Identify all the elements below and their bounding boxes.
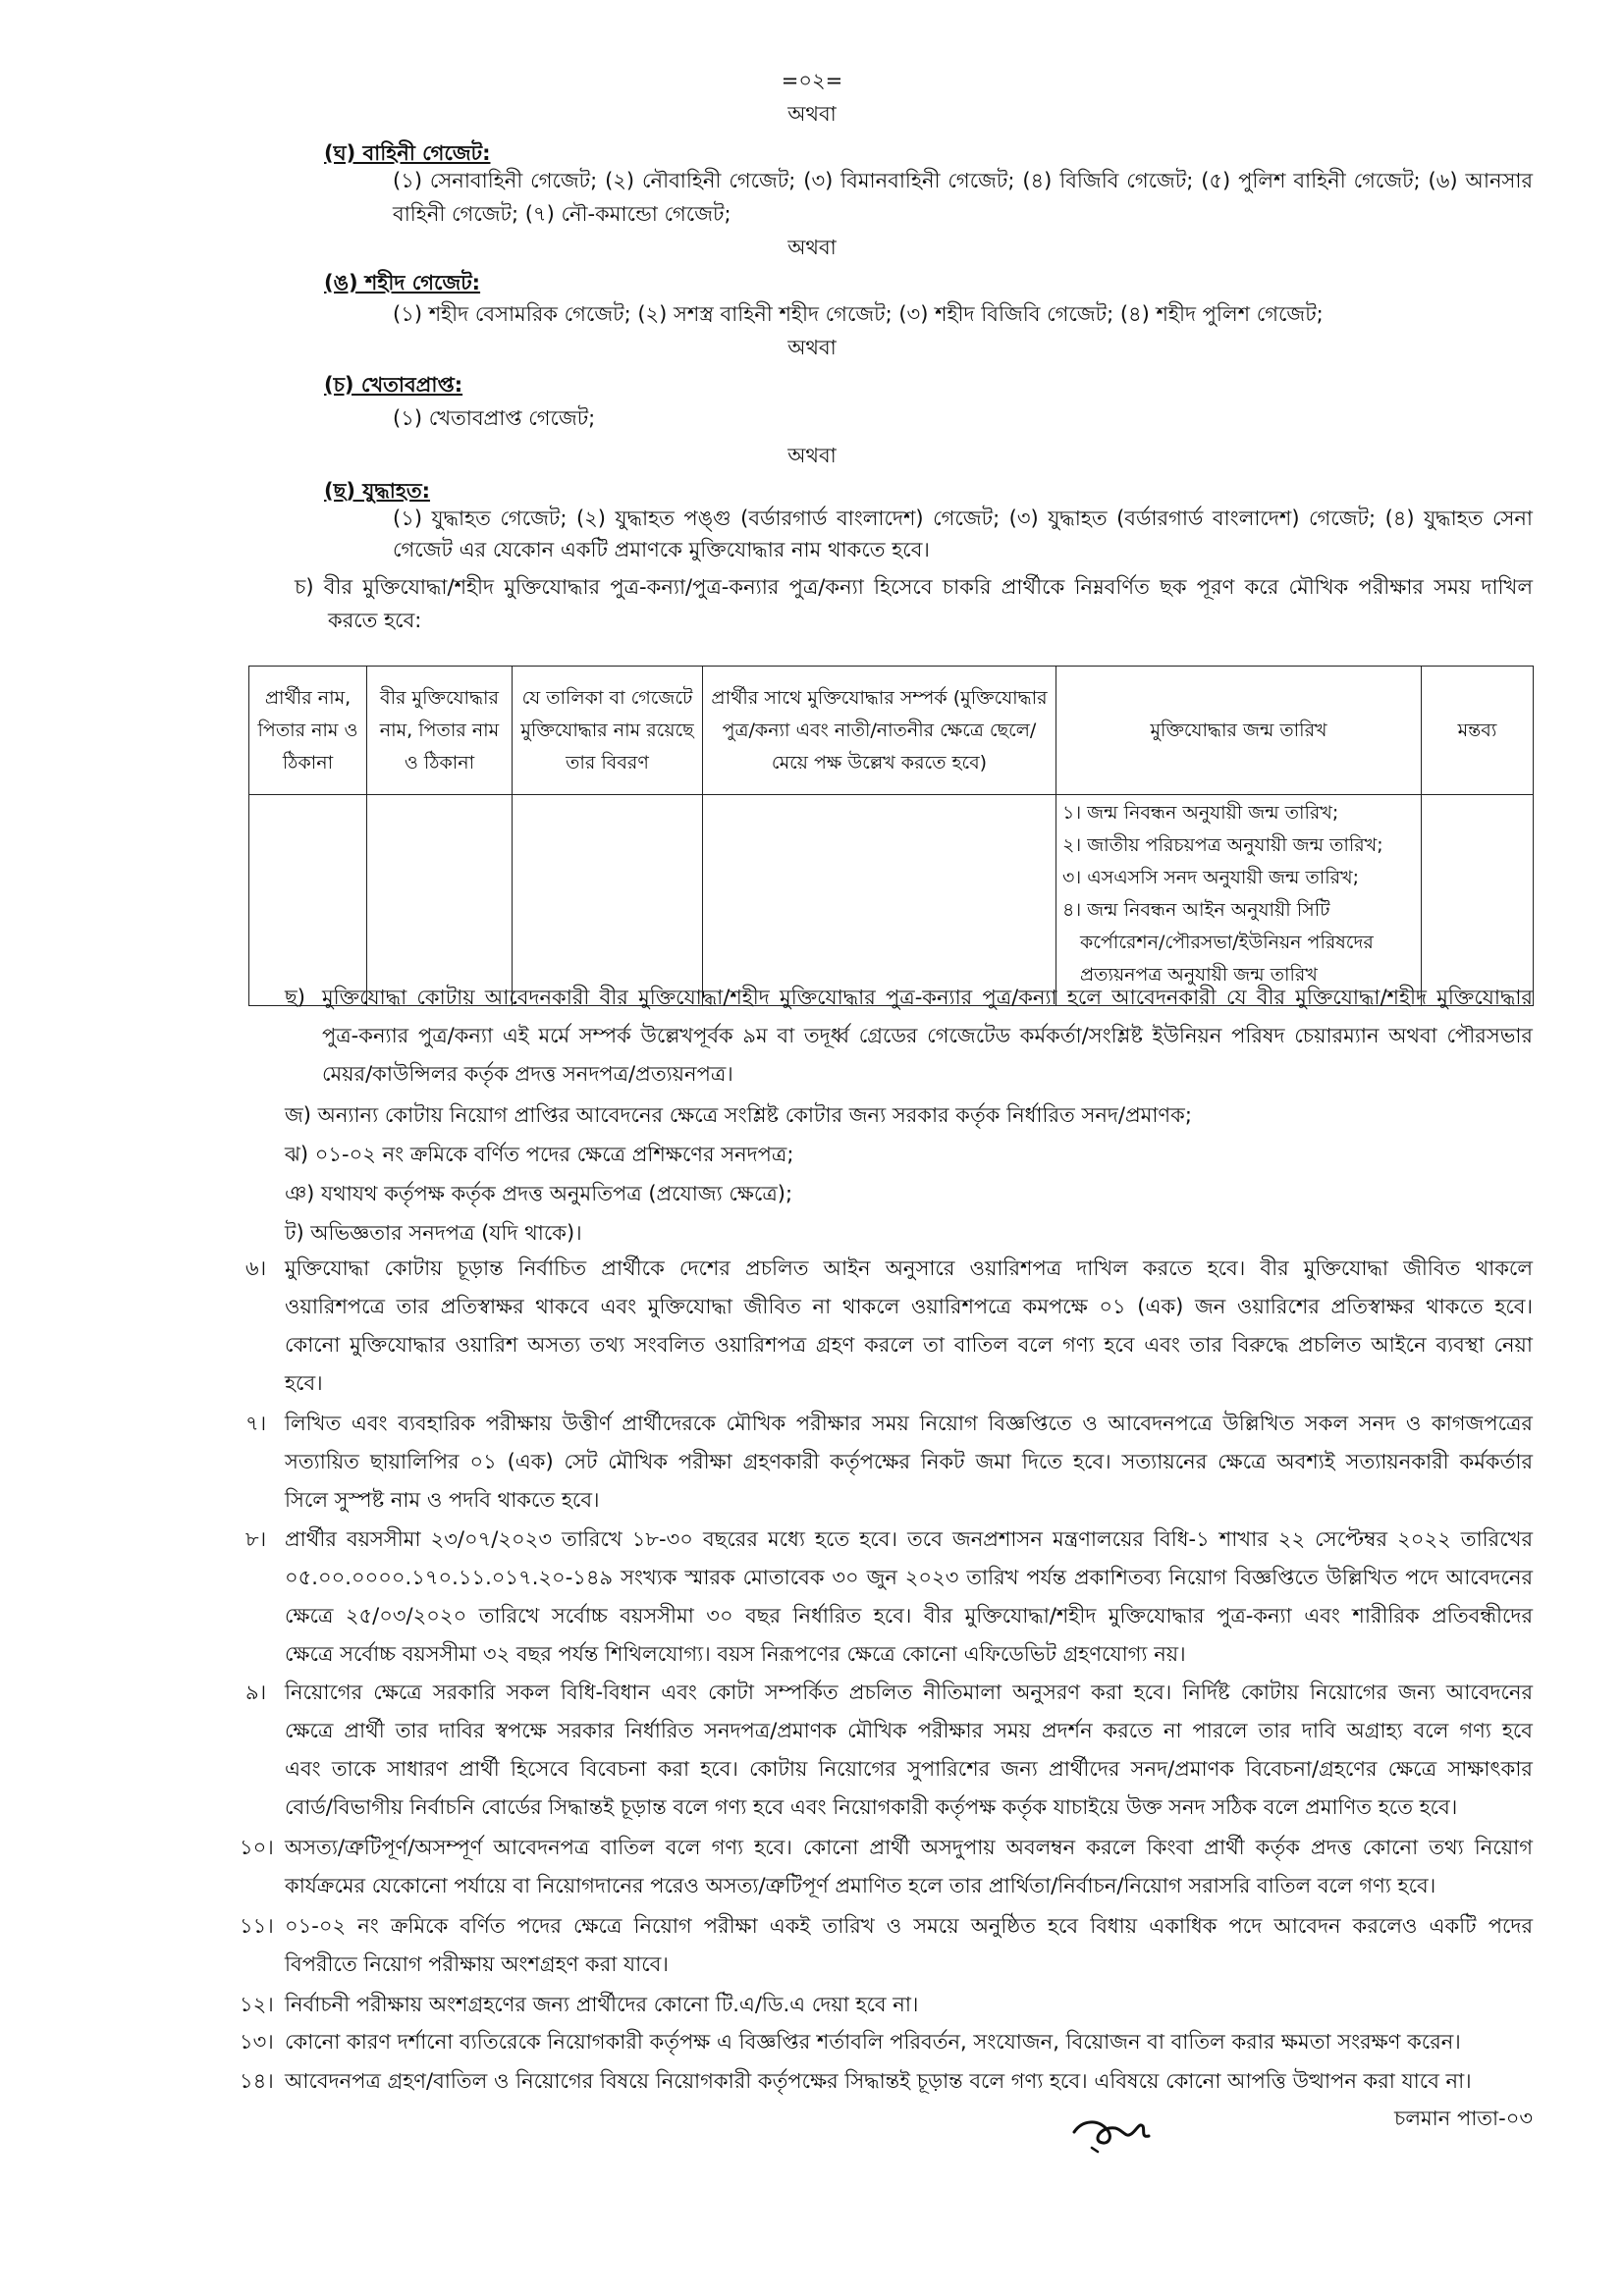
- paragraph-line: পুত্র-কন্যার পুত্র/কন্যা এই মর্মে সম্পর্ক উল্লেখপূর্বক ৯ম বা তদূর্ধ্ব গ্রেডের গেজেটেড কর্মকর্তা/সংশ্লিষ্ট ইউনিয়ন পরিষদ চেয়ারম্যান অথবা পৌরসভার: [322, 1024, 1533, 1047]
- clause-number: ৭।: [245, 1412, 267, 1435]
- header-birth-date: মুক্তিযোদ্ধার জন্ম তারিখ: [1056, 667, 1422, 795]
- list-item: কর্পোরেশন/পৌরসভা/ইউনিয়ন পরিষদের: [1080, 932, 1374, 953]
- clause-line: ক্ষেত্রে সর্বোচ্চ বয়সসীমা ৩২ বছর পর্যন্ত শিথিলযোগ্য। বয়স নিরূপণের ক্ষেত্রে কোনো এফিডেভিট গ্রহণযোগ্য নয়।: [285, 1642, 1186, 1666]
- clause-line: নির্বাচনী পরীক্ষায় অংশগ্রহণের জন্য প্রার্থীদের কোনো টি.এ/ডি.এ দেয়া হবে না।: [285, 1993, 919, 2016]
- or-separator: অথবা: [787, 336, 837, 359]
- table-cell: [1422, 795, 1534, 1006]
- table-header-row: [249, 667, 1534, 795]
- clause-number: ১০।: [240, 1836, 274, 1859]
- item-nya: ঞ) যথাযথ কর্তৃপক্ষ কর্তৃক প্রদত্ত অনুমতিপত্র (প্রযোজ্য ক্ষেত্রে);: [285, 1182, 793, 1205]
- header-gazette-detail: যে তালিকা বা গেজেটে মুক্তিযোদ্ধার নাম রয়েছে তার বিবরণ: [513, 667, 703, 795]
- clause-line: বোর্ড/বিভাগীয় নির্বাচনি বোর্ডের সিদ্ধান্তই চূড়ান্ত বলে গণ্য হবে এবং নিয়োগকারী কর্তৃপক্ষ কর্তৃক যাচাইয়ে উক্ত সনদ সঠিক বলে প্রমাণিত হতে হবে।: [285, 1795, 1458, 1819]
- clause-line: নিয়োগের ক্ষেত্রে সরকারি সকল বিধি-বিধান এবং কোটা সম্পর্কিত প্রচলিত নীতিমালা অনুসরণ করা হবে। নির্দিষ্ট কোটায় নিয়োগের জন্য আবেদনের: [285, 1681, 1533, 1704]
- list-item: ২। জাতীয় পরিচয়পত্র অনুযায়ী জন্ম তারিখ;: [1062, 834, 1383, 856]
- section-heading-martyr-gazette: (ঙ) শহীদ গেজেট:: [324, 271, 481, 294]
- clause-line: বিপরীতে নিয়োগ পরীক্ষায় অংশগ্রহণ করা যাবে।: [285, 1952, 669, 1976]
- table-cell: [367, 795, 513, 1006]
- clause-line: মুক্তিযোদ্ধা কোটায় চূড়ান্ত নির্বাচিত প্রার্থীকে দেশের প্রচলিত আইন অনুসারে ওয়ারিশপত্র দাখিল করতে হবে। বীর মুক্তিযোদ্ধা জীবিত থাকলে: [285, 1256, 1533, 1280]
- clause-line: লিখিত এবং ব্যবহারিক পরীক্ষায় উত্তীর্ণ প্রার্থীদেরকে মৌখিক পরীক্ষার সময় নিয়োগ বিজ্ঞপ্তিতে ও আবেদনপত্রে উল্লিখিত সকল সনদ ও কাগজপত্রের: [285, 1412, 1533, 1435]
- section-line: (১) যুদ্ধাহত গেজেট; (২) যুদ্ধাহত পঙ্গু (বর্ডারগার্ড বাংলাদেশ) গেজেট; (৩) যুদ্ধাহত (বর্ডারগার্ড বাংলাদেশ) গেজেট; (৪) যুদ্ধাহত সেনা: [393, 507, 1533, 530]
- paragraph-line: মেয়র/কাউন্সিলর কর্তৃক প্রদত্ত সনদপত্র/প্রত্যয়নপত্র।: [322, 1062, 733, 1086]
- section-heading-force-gazette: (ঘ) বাহিনী গেজেট:: [324, 141, 491, 165]
- section-line: গেজেট এর যেকোন একটি প্রমাণকে মুক্তিযোদ্ধার নাম থাকতে হবে।: [393, 538, 930, 561]
- or-separator: অথবা: [787, 236, 837, 259]
- item-c-line: করতে হবে:: [328, 609, 422, 632]
- item-label: ছ): [285, 986, 305, 1009]
- or-separator: অথবা: [787, 102, 837, 126]
- header-remarks: মন্তব্য: [1422, 667, 1534, 795]
- clause-number: ৬।: [245, 1256, 267, 1280]
- or-separator: অথবা: [787, 444, 837, 467]
- clause-line: কোনো মুক্তিযোদ্ধার ওয়ারিশ অসত্য তথ্য সংবলিত ওয়ারিশপত্র গ্রহণ করলে তা বাতিল বলে গণ্য হবে এবং তার বিরুদ্ধে প্রচলিত আইনে ব্যবস্থা নেয়া: [285, 1333, 1533, 1357]
- section-heading-title-holder: (চ) খেতাবপ্রাপ্ত:: [324, 373, 463, 397]
- clause-line: হবে।: [285, 1371, 323, 1395]
- table-cell: [513, 795, 703, 1006]
- header-candidate: প্রার্থীর নাম, পিতার নাম ও ঠিকানা: [249, 667, 367, 795]
- section-line: বাহিনী গেজেট; (৭) নৌ-কমান্ডো গেজেট;: [393, 202, 731, 226]
- clause-number: ১১।: [240, 1914, 274, 1938]
- item-jha: ঝ) ০১-০২ নং ক্রমিকে বর্ণিত পদের ক্ষেত্রে প্রশিক্ষণের সনদপত্র;: [285, 1143, 794, 1166]
- item-ta: ট) অভিজ্ঞতার সনদপত্র (যদি থাকে)।: [285, 1221, 582, 1245]
- birth-date-criteria-cell: [1056, 795, 1422, 1006]
- clause-line: আবেদনপত্র গ্রহণ/বাতিল ও নিয়োগের বিষয়ে নিয়োগকারী কর্তৃপক্ষের সিদ্ধান্তই চূড়ান্ত বলে গণ্য হবে। এবিষয়ে কোনো আপত্তি উত্থাপন করা যাবে না।: [285, 2069, 1472, 2093]
- section-line: (১) খেতাবপ্রাপ্ত গেজেট;: [393, 406, 596, 430]
- clause-line: অসত্য/ত্রুটিপূর্ণ/অসম্পূর্ণ আবেদনপত্র বাতিল বলে গণ্য হবে। কোনো প্রার্থী অসদুপায় অবলম্বন করলে কিংবা প্রার্থী কর্তৃক প্রদত্ত কোনো তথ্য নিয়োগ: [285, 1836, 1533, 1859]
- table-cell: [703, 795, 1056, 1006]
- clause-number: ৯।: [245, 1681, 267, 1704]
- clause-line: ক্ষেত্রে ২৫/০৩/২০২০ তারিখে সর্বোচ্চ বয়সসীমা ৩০ বছর নির্ধারিত হবে। বীর মুক্তিযোদ্ধা/শহীদ মুক্তিযোদ্ধার পুত্র-কন্যা এবং শারীরিক প্রতিবন্ধীদের: [285, 1604, 1533, 1628]
- clause-number: ১৩।: [240, 2030, 274, 2054]
- clause-line: প্রার্থীর বয়সসীমা ২৩/০৭/২০২৩ তারিখে ১৮-৩০ বছরের মধ্যে হতে হবে। তবে জনপ্রশাসন মন্ত্রণালয়ের বিধি-১ শাখার ২২ সেপ্টেম্বর ২০২২ তারিখের: [285, 1527, 1533, 1551]
- clause-line: এবং তাকে সাধারণ প্রার্থী হিসেবে বিবেচনা করা হবে। কোটায় নিয়োগের সুপারিশের জন্য প্রার্থীদের সনদ/প্রমাণক বিবেচনা/গ্রহণের ক্ষেত্রে সাক্ষাৎকার: [285, 1757, 1533, 1781]
- item-ja: জ) অন্যান্য কোটায় নিয়োগ প্রাপ্তির আবেদনের ক্ষেত্রে সংশ্লিষ্ট কোটার জন্য সরকার কর্তৃক নির্ধারিত সনদ/প্রমাণক;: [285, 1103, 1192, 1127]
- item-c-line: চ) বীর মুক্তিযোদ্ধা/শহীদ মুক্তিযোদ্ধার পুত্র-কন্যা/পুত্র-কন্যার পুত্র/কন্যা হিসেবে চাকরি প্রার্থীকে নিম্নবর্ণিত ছক পূরণ করে মৌখিক পরীক্ষার সময় দাখিল: [295, 575, 1533, 599]
- freedom-fighter-info-table: [248, 666, 1534, 1006]
- list-item: ৪। জন্ম নিবন্ধন আইন অনুযায়ী সিটি: [1062, 899, 1330, 921]
- clause-line: ওয়ারিশপত্রে তার প্রতিস্বাক্ষর থাকবে এবং মুক্তিযোদ্ধা জীবিত না থাকলে ওয়ারিশপত্রে কমপক্ষে ০১ (এক) জন ওয়ারিশের প্রতিস্বাক্ষর থাকতে হবে।: [285, 1295, 1533, 1318]
- clause-number: ১২।: [240, 1993, 274, 2016]
- header-freedom-fighter: বীর মুক্তিযোদ্ধার নাম, পিতার নাম ও ঠিকানা: [367, 667, 513, 795]
- clause-line: সত্যায়িত ছায়ালিপির ০১ (এক) সেট মৌখিক পরীক্ষা গ্রহণকারী কর্তৃপক্ষের নিকট জমা দিতে হবে। সত্যায়নের ক্ষেত্রে অবশ্যই সত্যায়নকারী কর্মকর্তার: [285, 1450, 1533, 1473]
- clause-line: ০১-০২ নং ক্রমিকে বর্ণিত পদের ক্ষেত্রে নিয়োগ পরীক্ষা একই তারিখ ও সময়ে অনুষ্ঠিত হবে বিধায় একাধিক পদে আবেদন করলেও একটি পদের: [285, 1914, 1533, 1938]
- list-item: ১। জন্ম নিবন্ধন অনুযায়ী জন্ম তারিখ;: [1062, 802, 1339, 824]
- continuation-note: চলমান পাতা-০৩: [1394, 2107, 1534, 2130]
- section-heading-war-wounded: (ছ) যুদ্ধাহত:: [324, 479, 431, 503]
- signature-mark: [1068, 2109, 1157, 2158]
- section-line: (১) শহীদ বেসামরিক গেজেট; (২) সশস্ত্র বাহিনী শহীদ গেজেট; (৩) শহীদ বিজিবি গেজেট; (৪) শহীদ পুলিশ গেজেট;: [393, 302, 1324, 326]
- clause-number: ৮।: [245, 1527, 267, 1551]
- paragraph-line: মুক্তিযোদ্ধা কোটায় আবেদনকারী বীর মুক্তিযোদ্ধা/শহীদ মুক্তিযোদ্ধার পুত্র-কন্যার পুত্র/কন্যা হলে আবেদনকারী যে বীর মুক্তিযোদ্ধা/শহীদ মুক্তিযোদ্ধার: [322, 986, 1533, 1009]
- list-item: ৩। এসএসসি সনদ অনুযায়ী জন্ম তারিখ;: [1062, 867, 1360, 888]
- clause-number: ১৪।: [240, 2069, 274, 2093]
- clause-line: ০৫.০০.০০০০.১৭০.১১.০১৭.২০-১৪৯ সংখ্যক স্মারক মোতাবেক ৩০ জুন ২০২৩ তারিখ পর্যন্ত প্রকাশিতব্য নিয়োগ বিজ্ঞপ্তিতে উল্লিখিত পদে আবেদনের: [285, 1566, 1533, 1589]
- clause-line: সিলে সুস্পষ্ট নাম ও পদবি থাকতে হবে।: [285, 1488, 600, 1512]
- table-cell: [249, 795, 367, 1006]
- page-number: =০২=: [781, 69, 843, 92]
- section-line: (১) সেনাবাহিনী গেজেট; (২) নৌবাহিনী গেজেট; (৩) বিমানবাহিনী গেজেট; (৪) বিজিবি গেজেট; (৫) পুলিশ বাহিনী গেজেট; (৬) আনসার: [393, 169, 1533, 192]
- clause-line: কোনো কারণ দর্শানো ব্যতিরেকে নিয়োগকারী কর্তৃপক্ষ এ বিজ্ঞপ্তির শর্তাবলি পরিবর্তন, সংযোজন, বিয়োজন বা বাতিল করার ক্ষমতা সংরক্ষণ করেন।: [285, 2030, 1461, 2054]
- clause-line: কার্যক্রমের যেকোনো পর্যায়ে বা নিয়োগদানের পরেও অসত্য/ত্রুটিপূর্ণ প্রমাণিত হলে তার প্রার্থিতা/নির্বাচন/নিয়োগ সরাসরি বাতিল বলে গণ্য হবে।: [285, 1874, 1436, 1897]
- table-row: [249, 795, 1534, 1006]
- header-relation: প্রার্থীর সাথে মুক্তিযোদ্ধার সম্পর্ক (মুক্তিযোদ্ধার পুত্র/কন্যা এবং নাতী/নাতনীর ক্ষেত্রে ছেলে/মেয়ে পক্ষ উল্লেখ করতে হবে): [703, 667, 1056, 795]
- list-item: প্রত্যয়নপত্র অনুযায়ী জন্ম তারিখ: [1080, 964, 1318, 986]
- clause-line: ক্ষেত্রে প্রার্থী তার দাবির স্বপক্ষে সরকার নির্ধারিত সনদপত্র/প্রমাণক মৌখিক পরীক্ষার সময় প্রদর্শন করতে না পারলে তার দাবি অগ্রাহ্য বলে গণ্য হবে: [285, 1719, 1533, 1742]
